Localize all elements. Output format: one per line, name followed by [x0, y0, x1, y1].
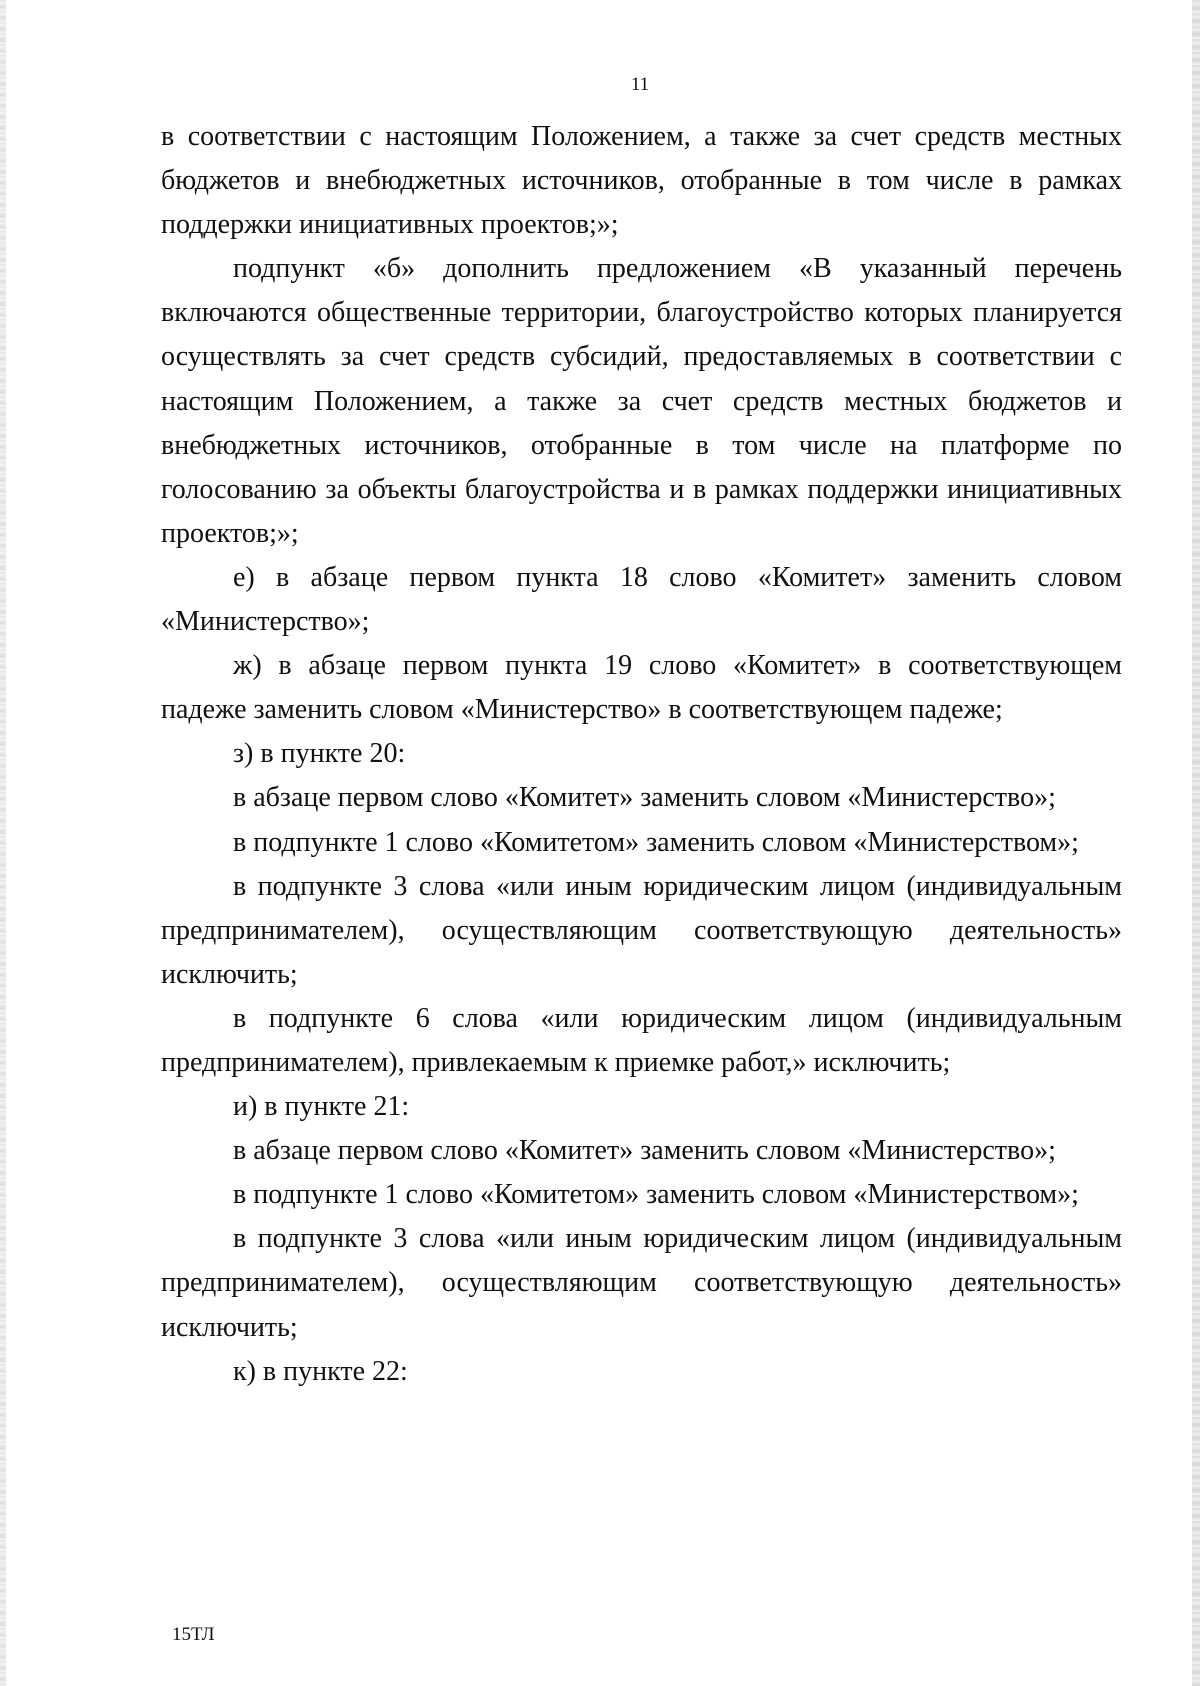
document-code: 15ТЛ: [172, 1624, 215, 1645]
paragraph: в подпункте 1 слово «Комитетом» заменить словом «Министерством»;: [233, 826, 1079, 858]
scan-edge-left: [0, 0, 6, 1686]
paragraph: к) в пункте 22:: [233, 1355, 408, 1387]
paragraph: в абзаце первом слово «Комитет» заменить словом «Министерство»;: [233, 1135, 1056, 1167]
document-body: [161, 115, 1122, 1394]
paragraph: в подпункте 3 слова «или иным юридическим лицом (индивидуальным предпринимателем), осуществляющим соответствующую деятельность» исключить;: [161, 870, 1122, 990]
paragraph: в подпункте 3 слова «или иным юридическим лицом (индивидуальным предпринимателем), осуществляющим соответствующую деятельность» исключить;: [161, 1223, 1122, 1343]
paragraph: в подпункте 1 слово «Комитетом» заменить словом «Министерством»;: [233, 1179, 1079, 1211]
scan-edge-right: [1192, 0, 1200, 1686]
paragraph: подпункт «б» дополнить предложением «В указанный перечень включаются общественные территории, благоустройство которых планируется осуществлять за счет средств субсидий, предоставляемых в соответствии с настоящим Положением, а также за счет средств местных бюджетов и внебюджетных источников, отобранные в том числе на платформе по голосованию за объекты благоустройства и в рамках поддержки инициативных проектов;»;: [161, 253, 1122, 549]
paragraph: в абзаце первом слово «Комитет» заменить словом «Министерство»;: [233, 782, 1056, 814]
paragraph: е) в абзаце первом пункта 18 слово «Комитет» заменить словом «Министерство»;: [161, 561, 1122, 638]
paragraph: ж) в абзаце первом пункта 19 слово «Комитет» в соответствующем падеже заменить словом «Министерство» в соответствующем падеже;: [161, 650, 1122, 726]
page-number: 11: [630, 74, 650, 95]
paragraph: в подпункте 6 слова «или юридическим лицом (индивидуальным предпринимателем), привлекаемым к приемке работ,» исключить;: [161, 1002, 1122, 1078]
paragraph: и) в пункте 21:: [233, 1091, 410, 1123]
paragraph: з) в пункте 20:: [233, 738, 406, 770]
paragraph: в соответствии с настоящим Положением, а также за счет средств местных бюджетов и внебюджетных источников, отобранные в том числе в рамках поддержки инициативных проектов;»;: [161, 121, 1122, 241]
